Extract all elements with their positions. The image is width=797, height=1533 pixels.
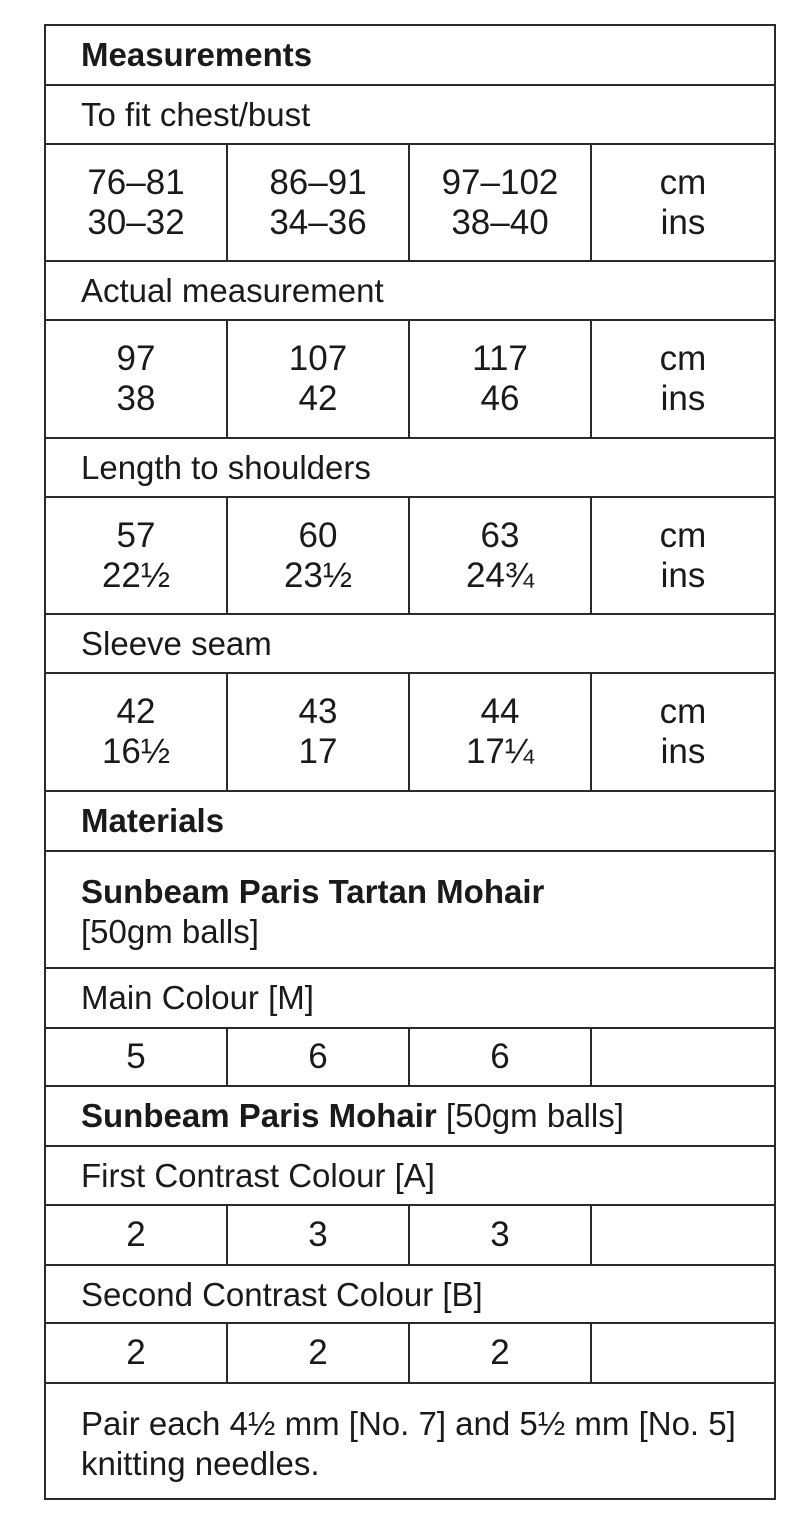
quantity-value: 2 (490, 1333, 510, 1372)
ins-value: 42 (298, 379, 338, 418)
second-contrast-heading (46, 1266, 774, 1324)
quantity-cell (592, 1206, 774, 1264)
cm-value: 63 (480, 515, 520, 555)
cm-value: 57 (116, 515, 156, 555)
actual-heading (46, 262, 774, 321)
ins-value: 16½ (101, 732, 171, 771)
cm-value: 86–91 (269, 162, 367, 202)
unit-cm: cm (659, 162, 707, 202)
materials-heading (46, 792, 774, 852)
yarn2-name: Sunbeam Paris Mohair (81, 1097, 437, 1134)
quantity-cell (228, 1029, 410, 1085)
quantity-value: 6 (308, 1037, 328, 1076)
size-cell (228, 145, 410, 260)
size-cell (410, 145, 592, 260)
size-cell (228, 321, 410, 437)
unit-cm: cm (659, 692, 707, 731)
quantity-value: 2 (308, 1333, 328, 1372)
second-contrast-row (46, 1324, 774, 1384)
quantity-value: 2 (126, 1215, 146, 1254)
quantity-cell (592, 1324, 774, 1382)
unit-ins: ins (660, 555, 706, 595)
quantity-cell (228, 1206, 410, 1264)
first-contrast-label: First Contrast Colour [A] (81, 1157, 435, 1194)
size-cell (228, 674, 410, 790)
ins-value: 38–40 (451, 202, 549, 242)
sleeve-label: Sleeve seam (81, 625, 272, 662)
size-cell (46, 498, 228, 613)
ins-value: 30–32 (87, 202, 185, 242)
yarn1-name: Sunbeam Paris Tartan Mohair (81, 873, 545, 910)
quantity-value: 3 (308, 1215, 328, 1254)
sleeve-row (46, 674, 774, 792)
needles-block (46, 1384, 774, 1498)
unit-cm: cm (659, 339, 707, 378)
quantity-cell (46, 1324, 228, 1382)
quantity-cell (410, 1206, 592, 1264)
actual-row (46, 321, 774, 439)
quantity-value: 6 (490, 1037, 510, 1076)
size-cell (410, 321, 592, 437)
main-colour-heading (46, 969, 774, 1029)
cm-value: 97 (116, 339, 156, 378)
ins-value: 34–36 (269, 202, 367, 242)
unit-ins: ins (660, 732, 706, 771)
unit-ins: ins (660, 202, 706, 242)
cm-value: 44 (480, 692, 520, 731)
needles-line-2: knitting needles. (81, 1445, 320, 1482)
quantity-value: 5 (126, 1037, 146, 1076)
unit-cell (592, 498, 774, 613)
yarn1-note: [50gm balls] (81, 913, 259, 950)
cm-value: 107 (288, 339, 348, 378)
cm-value: 97–102 (441, 162, 559, 202)
yarn1-block (46, 852, 774, 969)
quantity-cell (228, 1324, 410, 1382)
ins-value: 38 (116, 379, 156, 418)
unit-cell (592, 674, 774, 790)
to-fit-label: To fit chest/bust (81, 96, 311, 133)
main-colour-row (46, 1029, 774, 1087)
size-cell (410, 674, 592, 790)
materials-title: Materials (81, 802, 225, 839)
unit-cm: cm (659, 515, 707, 555)
second-contrast-label: Second Contrast Colour [B] (81, 1276, 483, 1313)
cm-value: 76–81 (87, 162, 185, 202)
quantity-value: 3 (490, 1215, 510, 1254)
actual-label: Actual measurement (81, 272, 384, 309)
unit-cell (592, 321, 774, 437)
measurements-heading (46, 26, 774, 86)
quantity-cell (592, 1029, 774, 1085)
ins-value: 22½ (101, 555, 171, 595)
size-cell (228, 498, 410, 613)
quantity-value: 2 (126, 1333, 146, 1372)
measurements-title: Measurements (81, 36, 313, 73)
unit-ins: ins (660, 379, 706, 418)
cm-value: 117 (472, 339, 528, 378)
first-contrast-row (46, 1206, 774, 1266)
main-colour-label: Main Colour [M] (81, 979, 314, 1016)
to-fit-row (46, 145, 774, 262)
yarn2-note: [50gm balls] (436, 1097, 624, 1134)
size-cell (410, 498, 592, 613)
sleeve-heading (46, 615, 774, 674)
needles-line-1: Pair each 4½ mm [No. 7] and 5½ mm [No. 5] (81, 1405, 736, 1442)
to-fit-heading (46, 86, 774, 145)
first-contrast-heading (46, 1147, 774, 1206)
length-heading (46, 439, 774, 498)
yarn2-row (46, 1087, 774, 1147)
size-cell (46, 321, 228, 437)
measurements-table (44, 24, 776, 1500)
cm-value: 43 (298, 692, 338, 731)
ins-value: 17¼ (465, 732, 535, 771)
ins-value: 17 (298, 732, 338, 771)
quantity-cell (46, 1029, 228, 1085)
cm-value: 60 (298, 515, 338, 555)
ins-value: 46 (480, 379, 520, 418)
ins-value: 24¾ (465, 555, 535, 595)
size-cell (46, 145, 228, 260)
length-row (46, 498, 774, 615)
quantity-cell (410, 1029, 592, 1085)
size-cell (46, 674, 228, 790)
quantity-cell (410, 1324, 592, 1382)
cm-value: 42 (116, 692, 156, 731)
ins-value: 23½ (283, 555, 353, 595)
quantity-cell (46, 1206, 228, 1264)
unit-cell (592, 145, 774, 260)
length-label: Length to shoulders (81, 449, 371, 486)
